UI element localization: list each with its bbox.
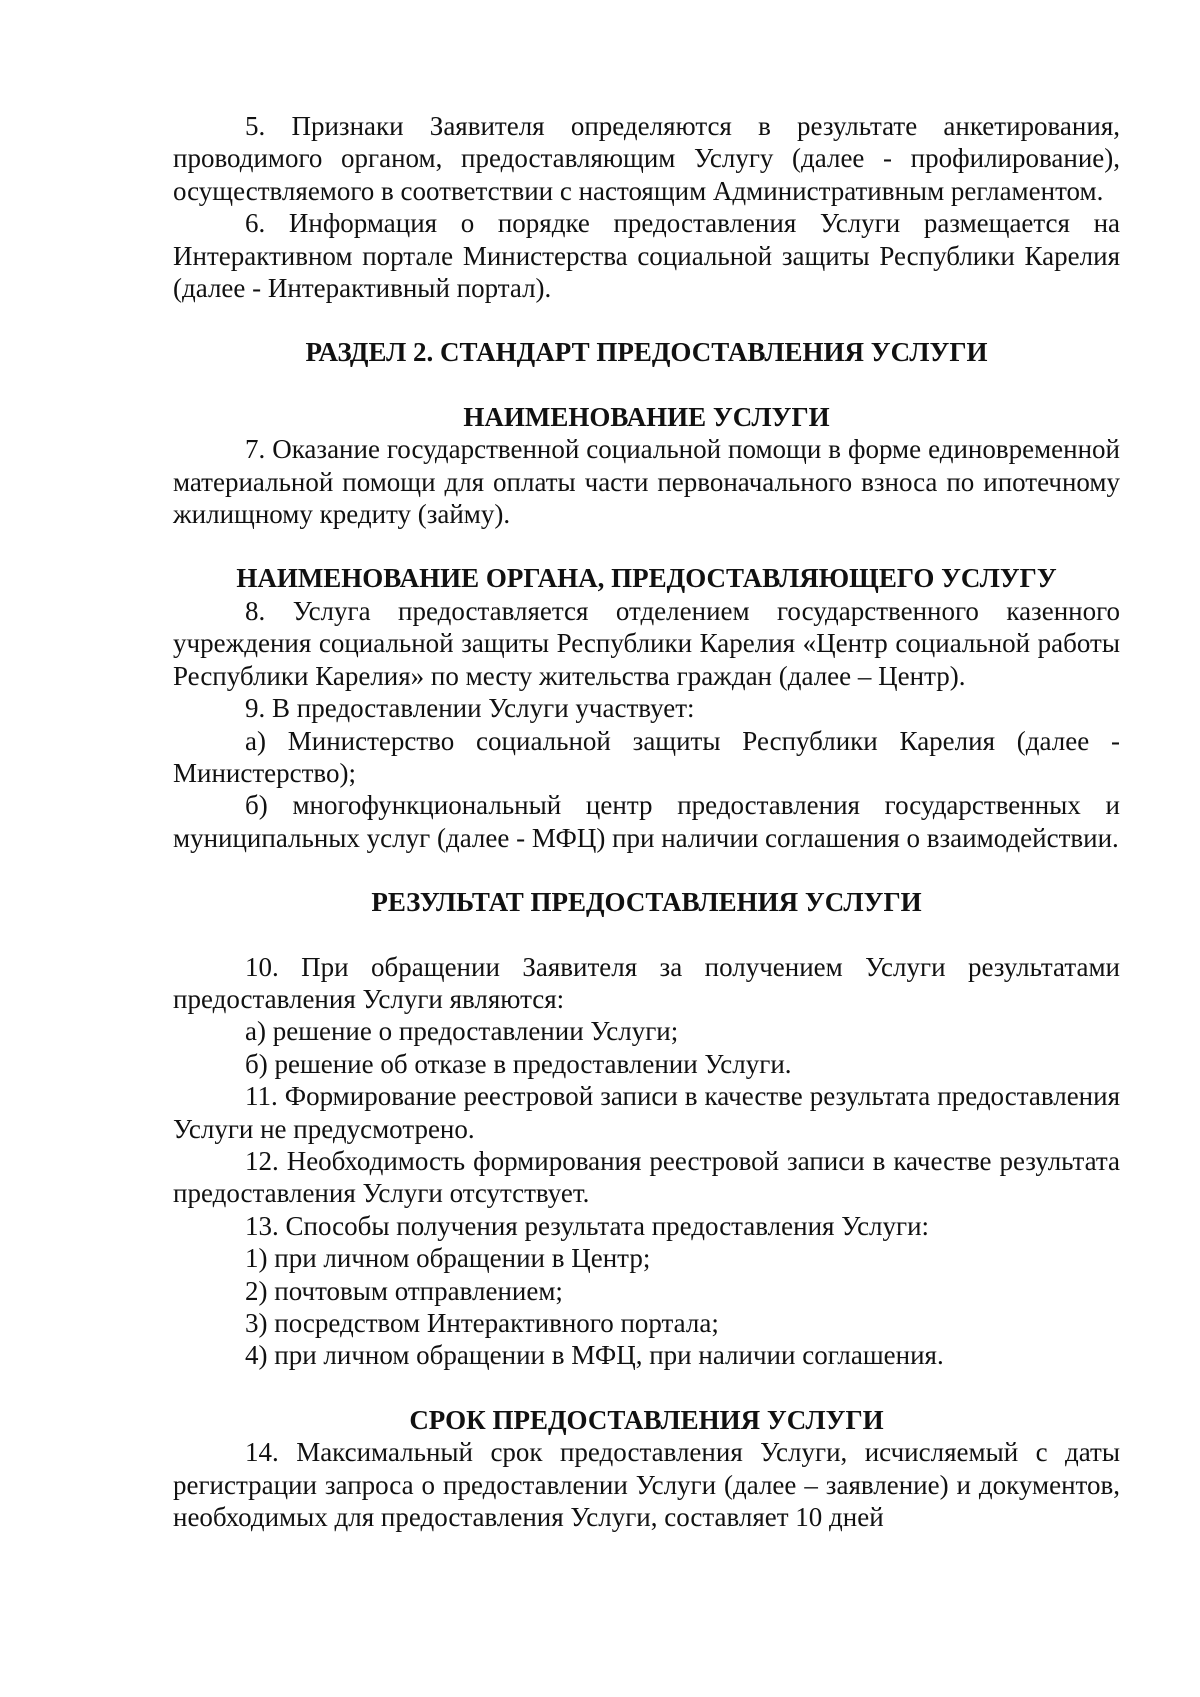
paragraph-9: 9. В предоставлении Услуги участвует:: [245, 693, 695, 724]
heading-agency-name: НАИМЕНОВАНИЕ ОРГАНА, ПРЕДОСТАВЛЯЮЩЕГО УСЛУГУ: [236, 563, 1057, 594]
paragraph-13: 13. Способы получения результата предоставления Услуги:: [245, 1210, 930, 1241]
heading-section-2: РАЗДЕЛ 2. СТАНДАРТ ПРЕДОСТАВЛЕНИЯ УСЛУГИ: [305, 337, 988, 368]
paragraph-6: 6. Информация о порядке предоставления Услуги размещается на Интерактивном портале Министерства социальной защиты Республики Карелия (далее - Интерактивный портал).: [173, 208, 1120, 304]
paragraph-12: 12. Необходимость формирования реестровой записи в качестве результата предоставления Услуги отсутствует.: [173, 1145, 1120, 1209]
spacer: [173, 919, 1120, 951]
paragraph-9a: а) Министерство социальной защиты Республики Карелия (далее - Министерство);: [173, 725, 1120, 788]
heading-term: СРОК ПРЕДОСТАВЛЕНИЯ УСЛУГИ: [409, 1404, 884, 1435]
paragraph-13-1: 1) при личном обращении в Центр;: [245, 1243, 651, 1274]
paragraph-11: 11. Формирование реестровой записи в качестве результата предоставления Услуги не предусмотрено.: [173, 1081, 1120, 1144]
paragraph-8: 8. Услуга предоставляется отделением государственного казенного учреждения социальной защиты Республики Карелия «Центр социальной работы Республики Карелия» по месту жительства граждан (далее – Центр).: [173, 595, 1120, 691]
paragraph-7: 7. Оказание государственной социальной помощи в форме единовременной материальной помощи для оплаты части первоначального взноса по ипотечному жилищному кредиту (займу).: [173, 434, 1120, 530]
spacer: [173, 530, 1120, 562]
paragraph-5: 5. Признаки Заявителя определяются в результате анкетирования, проводимого органом, предоставляющим Услугу (далее - профилирование), осуществляемого в соответствии с настоящим Административным регламентом.: [173, 111, 1120, 206]
paragraph-9b: б) многофункциональный центр предоставления государственных и муниципальных услуг (далее - МФЦ) при наличии соглашения о взаимодействии.: [173, 790, 1120, 853]
paragraph-13-2: 2) почтовым отправлением;: [245, 1275, 563, 1306]
spacer: [173, 369, 1120, 401]
heading-service-name: НАИМЕНОВАНИЕ УСЛУГИ: [463, 401, 830, 432]
paragraph-10a: а) решение о предоставлении Услуги;: [245, 1016, 679, 1047]
spacer: [173, 304, 1120, 336]
spacer: [173, 1372, 1120, 1404]
paragraph-13-4: 4) при личном обращении в МФЦ, при наличии соглашения.: [245, 1340, 944, 1371]
paragraph-10: 10. При обращении Заявителя за получением Услуги результатами предоставления Услуги являются:: [173, 951, 1120, 1014]
paragraph-10b: б) решение об отказе в предоставлении Услуги.: [245, 1048, 792, 1079]
heading-result: РЕЗУЛЬТАТ ПРЕДОСТАВЛЕНИЯ УСЛУГИ: [371, 887, 922, 918]
paragraph-14: 14. Максимальный срок предоставления Услуги, исчисляемый с даты регистрации запроса о предоставлении Услуги (далее – заявление) и документов, необходимых для предоставления Услуги, составляет 10 дней: [173, 1437, 1120, 1533]
document-page: [173, 110, 1120, 1533]
spacer: [173, 854, 1120, 886]
paragraph-13-3: 3) посредством Интерактивного портала;: [245, 1308, 719, 1338]
